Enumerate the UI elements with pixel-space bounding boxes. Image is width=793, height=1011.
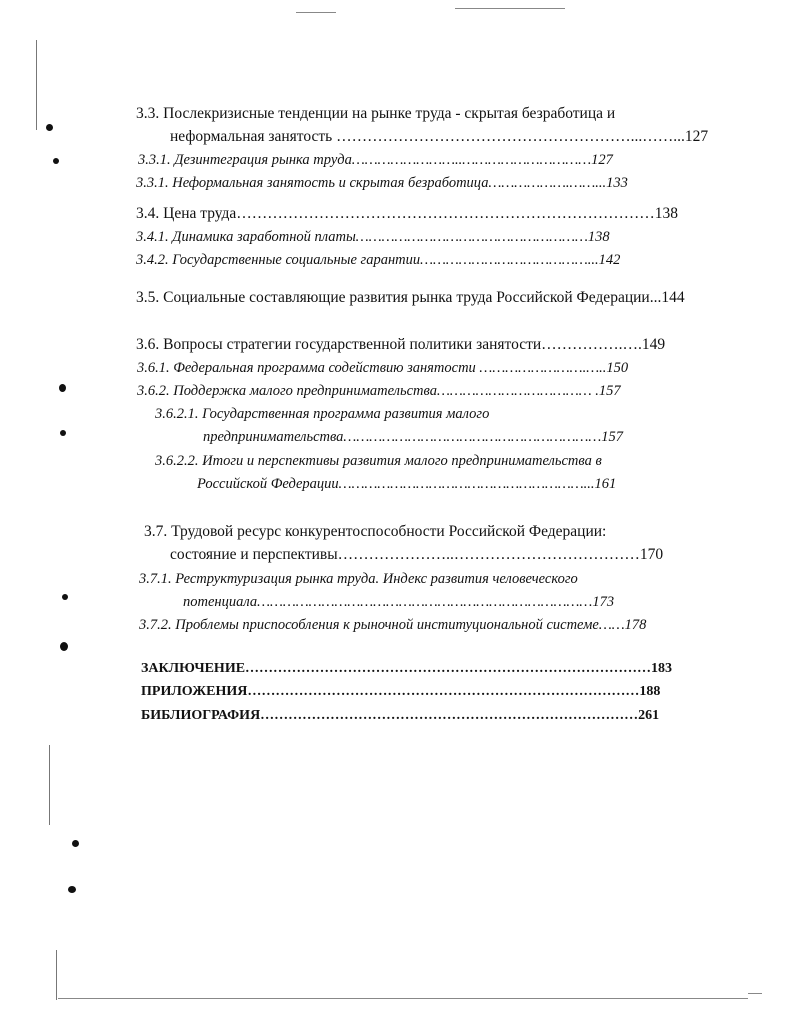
- scan-edge-top: [296, 12, 336, 13]
- toc-conclusion: ЗАКЛЮЧЕНИЕ……………………………………………………………………………183: [141, 661, 673, 676]
- hole-punch-mark-1: [46, 124, 53, 131]
- toc-3-3-1-disintegration: 3.3.1. Дезинтеграция рынка труда……………………..…………………………127: [138, 152, 613, 168]
- hole-punch-mark-6: [60, 642, 68, 651]
- toc-3-5: 3.5. Социальные составляющие развития рынка труда Российской Федерации...144: [136, 289, 685, 306]
- toc-3-6-2-1-line1: 3.6.2.1. Государственная программа развития малого: [155, 406, 490, 422]
- toc-3-4: 3.4. Цена труда………………………………………………………………………138: [136, 205, 679, 222]
- toc-3-6-2-2-line1: 3.6.2.2. Итоги и перспективы развития малого предпринимательства в: [155, 453, 602, 469]
- toc-3-7-2: 3.7.2. Проблемы приспособления к рыночной институциональной системе……178: [139, 617, 647, 633]
- toc-3-3-line2: неформальная занятость …………………………………………………...……...127: [170, 128, 709, 145]
- toc-3-7-1-line1: 3.7.1. Реструктуризация рынка труда. Индекс развития человеческого: [139, 571, 578, 587]
- toc-appendix: ПРИЛОЖЕНИЯ…………………………………………………………………………188: [141, 684, 661, 699]
- toc-3-6-2-2-line2: Российской Федерации…………………………………………………...161: [197, 476, 617, 492]
- toc-3-7-1-line2: потенциала……………………………………………………………………173: [183, 594, 615, 610]
- scan-edge-left-3: [56, 950, 57, 1000]
- hole-punch-mark-7: [72, 840, 79, 847]
- hole-punch-mark-3: [59, 384, 66, 392]
- scan-edge-bottom: [58, 998, 748, 999]
- hole-punch-mark-4: [60, 430, 66, 436]
- toc-3-4-1: 3.4.1. Динамика заработной платы………………………………………………138: [136, 229, 610, 245]
- toc-3-3-1-informal: 3.3.1. Неформальная занятость и скрытая безработица……………….……...133: [136, 175, 628, 191]
- scan-edge-left-1: [36, 40, 37, 130]
- toc-3-7-line1: 3.7. Трудовой ресурс конкурентоспособности Российской Федерации:: [144, 523, 607, 540]
- toc-3-7-line2: состояние и перспективы…………………..………………………………170: [170, 546, 664, 563]
- toc-3-6-2-1-line2: предпринимательства……………………………………………………157: [203, 429, 624, 445]
- scan-edge-left-2: [49, 745, 50, 825]
- hole-punch-mark-2: [53, 158, 59, 164]
- scan-edge-top-right: [455, 8, 565, 9]
- toc-3-3-line1: 3.3. Послекризисные тенденции на рынке труда - скрытая безработица и: [136, 105, 616, 122]
- scan-edge-bottom-right: [748, 993, 762, 994]
- toc-3-6: 3.6. Вопросы стратегии государственной политики занятости…………….….149: [136, 336, 666, 353]
- hole-punch-mark-5: [62, 594, 68, 600]
- hole-punch-mark-8: [68, 886, 76, 893]
- toc-3-6-2: 3.6.2. Поддержка малого предпринимательства……………………………… .157: [137, 383, 621, 399]
- toc-3-6-1: 3.6.1. Федеральная программа содействию занятости …………………….…..150: [137, 360, 629, 376]
- toc-3-4-2: 3.4.2. Государственные социальные гарантии…………………………………...142: [136, 252, 621, 268]
- toc-bibliography: БИБЛИОГРАФИЯ………………………………………………………………………261: [141, 708, 660, 723]
